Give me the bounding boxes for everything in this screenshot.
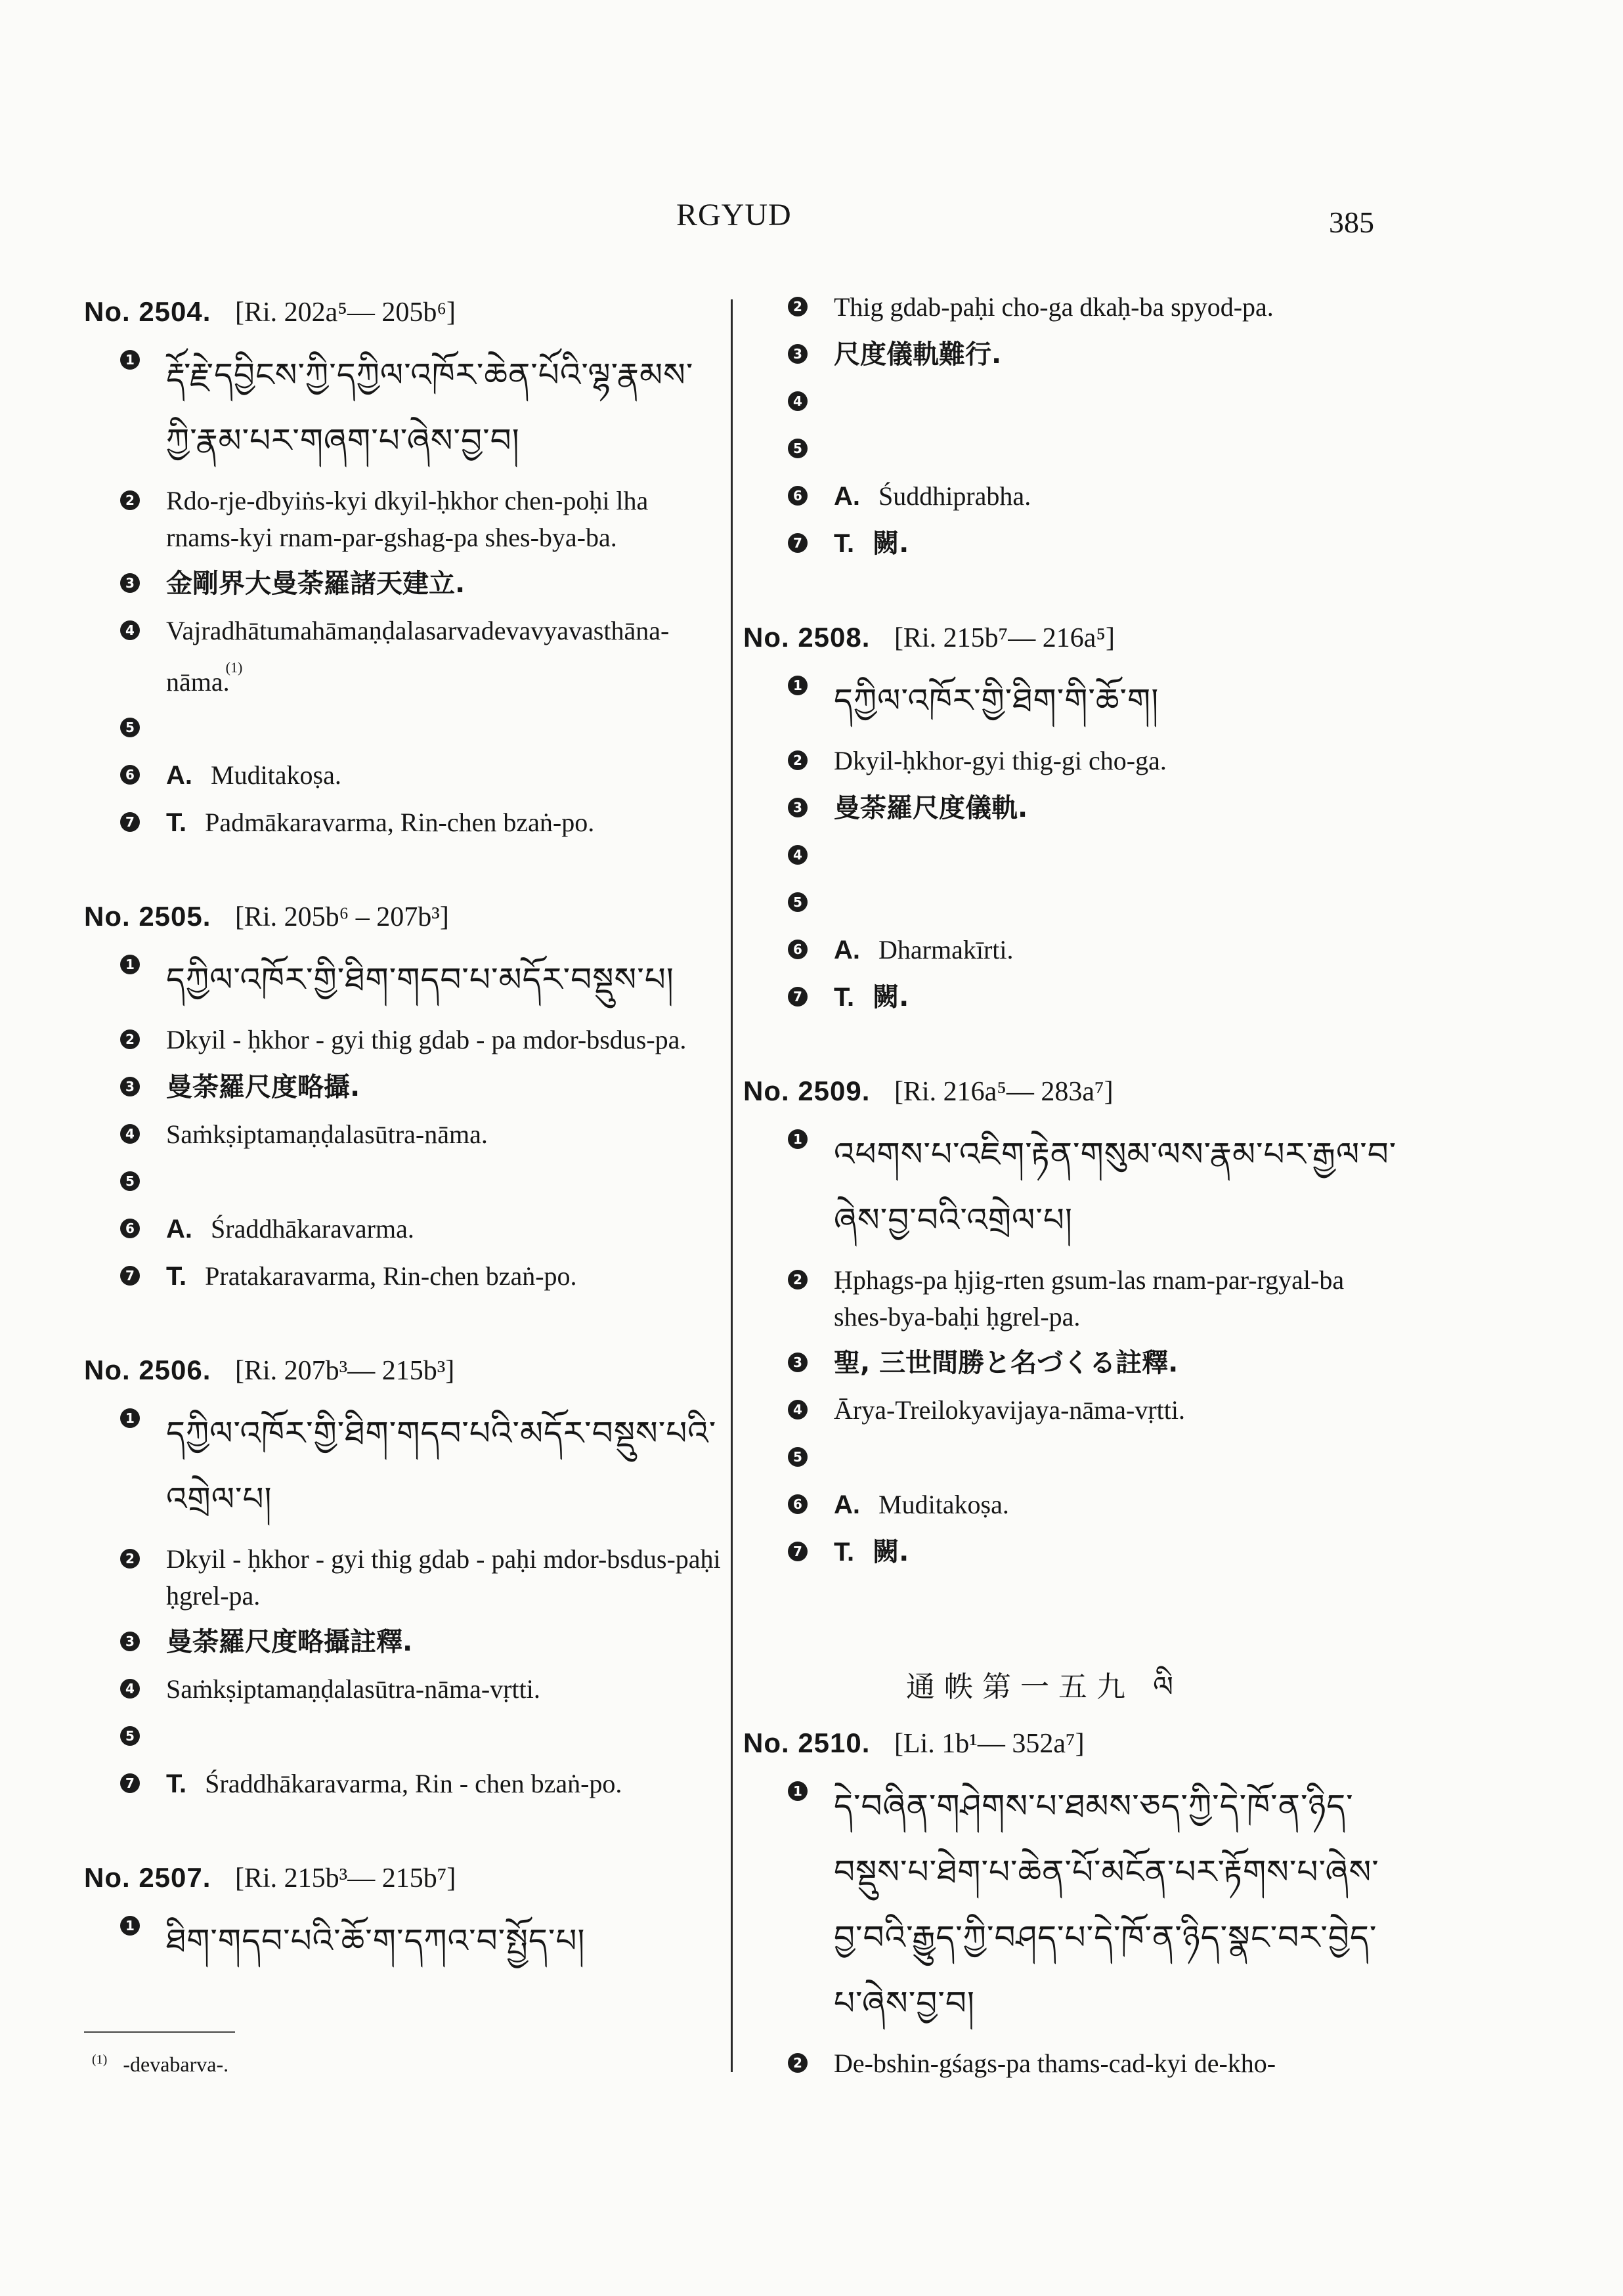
translator-label: T. bbox=[834, 529, 855, 558]
field-chinese-title bbox=[120, 565, 722, 603]
transliteration: Dkyil - ḥkhor - gyi thig gdab - paḥi mdor-bsdus-paḥi ḥgrel-pa. bbox=[166, 1544, 721, 1611]
tibetan-title: དཀྱིལ་འཁོར་གྱི་ཐིག་གདབ་པའི་མདོར་བསྡུས་པའི་འགྲེལ་པ། bbox=[166, 1414, 717, 1518]
field-marker-7: 7 bbox=[120, 812, 140, 832]
catalog-entry-2508 bbox=[743, 615, 1400, 1017]
field-marker-4: 4 bbox=[120, 1679, 140, 1699]
translator-label: T. bbox=[166, 1262, 187, 1291]
field-empty bbox=[788, 383, 1400, 422]
right-column bbox=[743, 289, 1400, 1623]
tibetan-title: དེ་བཞིན་གཤེགས་པ་ཐམས་ཅད་ཀྱི་དེ་ཁོ་ན་ཉིད་བསྡུས་པ་ཐེག་པ་ཆེན་པོ་མངོན་པར་རྟོགས་པ་ཞེས་བྱ་བའི་རྒྱུད་ཀྱི་བཤད་པ་དེ་ཁོ་ན་ཉིད་སྣང་བར་བྱེད་པ་ཞེས་བྱ་བ། bbox=[834, 1787, 1379, 2022]
sanskrit-title: Ārya-Treilokyavijaya-nāma-vṛtti. bbox=[834, 1395, 1186, 1425]
field-tibetan-title bbox=[120, 1400, 722, 1532]
field-empty bbox=[788, 884, 1400, 922]
field-marker-3: 3 bbox=[788, 798, 808, 817]
translator-name: Pratakaravarma, Rin-chen bzaṅ-po. bbox=[205, 1261, 577, 1291]
catalog-entry-2509 bbox=[743, 1068, 1400, 1572]
field-empty bbox=[788, 1439, 1400, 1477]
field-marker-7: 7 bbox=[788, 533, 808, 553]
folio-reference: [Ri. 216a⁵— 283a⁷] bbox=[894, 1077, 1114, 1107]
chinese-title: 聖, 三世間勝と名づくる註釋. bbox=[834, 1348, 1179, 1378]
field-empty bbox=[788, 837, 1400, 875]
field-translator bbox=[788, 1534, 1400, 1572]
field-marker-7: 7 bbox=[788, 1542, 808, 1561]
author-label: A. bbox=[834, 936, 860, 964]
field-marker-1: 1 bbox=[788, 676, 808, 695]
field-tibetan-title bbox=[788, 668, 1400, 733]
field-marker-2: 2 bbox=[788, 2053, 808, 2073]
field-author bbox=[120, 1211, 722, 1249]
transliteration: Dkyil - ḥkhor - gyi thig gdab - pa mdor-bsdus-pa. bbox=[166, 1025, 687, 1054]
folio-reference: [Ri. 202a⁵— 205b⁶] bbox=[234, 297, 456, 328]
field-chinese-title bbox=[120, 1069, 722, 1107]
field-empty bbox=[120, 1163, 722, 1202]
translator-name: 闕. bbox=[873, 1537, 909, 1567]
entry-number: No. 2507. bbox=[84, 1862, 211, 1893]
field-marker-4: 4 bbox=[120, 620, 140, 640]
translator-name: Śraddhākaravarma, Rin - chen bzaṅ-po. bbox=[205, 1769, 622, 1798]
catalog-entry-2505 bbox=[84, 894, 722, 1296]
field-marker-4: 4 bbox=[120, 1124, 140, 1144]
author-name: Śuddhiprabha. bbox=[878, 481, 1031, 511]
field-transliteration bbox=[788, 289, 1400, 327]
field-translator bbox=[120, 804, 722, 842]
field-marker-5: 5 bbox=[788, 1447, 808, 1467]
field-transliteration bbox=[788, 743, 1400, 781]
left-column bbox=[84, 289, 722, 2025]
field-transliteration bbox=[120, 1541, 722, 1614]
translator-label: T. bbox=[834, 1538, 855, 1567]
field-translator bbox=[788, 979, 1400, 1017]
chinese-title: 尺度儀軌難行. bbox=[834, 339, 1002, 370]
field-author bbox=[120, 757, 722, 795]
field-transliteration bbox=[120, 1022, 722, 1060]
tibetan-title: འཕགས་པ་འཇིག་རྟེན་གསུམ་ལས་རྣམ་པར་རྒྱལ་བ་ཞེས་བྱ་བའི་འགྲེལ་པ། bbox=[834, 1135, 1397, 1239]
page-number: 385 bbox=[1329, 206, 1374, 239]
field-marker-6: 6 bbox=[788, 940, 808, 959]
volume-section-heading: 通帙第一五九 ལི bbox=[906, 1670, 1183, 1704]
field-sanskrit-title bbox=[120, 1671, 722, 1709]
field-transliteration bbox=[120, 483, 722, 556]
catalog-entry-2510 bbox=[743, 1720, 1400, 2092]
field-marker-6: 6 bbox=[788, 486, 808, 506]
field-marker-3: 3 bbox=[120, 1077, 140, 1096]
field-author bbox=[788, 1486, 1400, 1525]
translator-label: T. bbox=[166, 808, 187, 837]
folio-reference: [Li. 1b¹— 352a⁷] bbox=[894, 1729, 1085, 1759]
field-marker-3: 3 bbox=[120, 573, 140, 593]
tibetan-title: དཀྱིལ་འཁོར་གྱི་ཐིག་གི་ཆོ་ག། bbox=[834, 682, 1159, 720]
folio-reference: [Ri. 215b³— 215b⁷] bbox=[234, 1863, 456, 1894]
field-marker-1: 1 bbox=[788, 1781, 808, 1801]
field-sanskrit-title bbox=[120, 1116, 722, 1154]
chinese-title: 金剛界大曼荼羅諸天建立. bbox=[166, 569, 465, 599]
field-marker-2: 2 bbox=[788, 1270, 808, 1289]
folio-reference: [Ri. 207b³— 215b³] bbox=[234, 1356, 455, 1386]
entry-number: No. 2509. bbox=[743, 1075, 871, 1106]
field-marker-1: 1 bbox=[788, 1129, 808, 1149]
field-marker-1: 1 bbox=[120, 1916, 140, 1936]
field-tibetan-title bbox=[788, 1773, 1400, 2036]
translator-name: 闕. bbox=[873, 529, 909, 559]
field-translator bbox=[788, 525, 1400, 563]
entry-heading bbox=[84, 1855, 722, 1901]
field-chinese-title bbox=[120, 1624, 722, 1662]
column-divider bbox=[731, 299, 733, 2072]
field-author bbox=[788, 478, 1400, 516]
entry-number: No. 2506. bbox=[84, 1354, 211, 1385]
field-marker-2: 2 bbox=[120, 1029, 140, 1049]
field-marker-7: 7 bbox=[120, 1266, 140, 1286]
field-marker-1: 1 bbox=[120, 1408, 140, 1428]
field-translator bbox=[120, 1258, 722, 1296]
field-tibetan-title bbox=[788, 1121, 1400, 1253]
field-empty bbox=[120, 1718, 722, 1756]
field-marker-5: 5 bbox=[788, 439, 808, 458]
entry-number: No. 2508. bbox=[743, 622, 871, 653]
field-marker-3: 3 bbox=[120, 1632, 140, 1651]
field-sanskrit-title bbox=[788, 1392, 1400, 1430]
field-tibetan-title bbox=[120, 947, 722, 1012]
field-chinese-title bbox=[788, 790, 1400, 828]
entry-heading bbox=[84, 1347, 722, 1394]
field-marker-2: 2 bbox=[120, 490, 140, 510]
footnote-text: -devabarva-. bbox=[123, 2052, 229, 2076]
field-marker-5: 5 bbox=[120, 1171, 140, 1191]
field-tibetan-title bbox=[120, 1908, 722, 1974]
field-marker-3: 3 bbox=[788, 1353, 808, 1372]
field-chinese-title bbox=[788, 336, 1400, 374]
field-marker-6: 6 bbox=[788, 1494, 808, 1514]
author-name: Śraddhākaravarma. bbox=[211, 1214, 414, 1244]
sanskrit-title: Saṁkṣiptamaṇḍalasūtra-nāma-vṛtti. bbox=[166, 1674, 540, 1704]
footnote-mark: (1) bbox=[92, 2052, 108, 2068]
field-marker-4: 4 bbox=[788, 391, 808, 411]
author-name: Dharmakīrti. bbox=[878, 935, 1014, 964]
chinese-title: 曼荼羅尺度略攝. bbox=[166, 1072, 360, 1102]
field-empty bbox=[788, 431, 1400, 469]
field-marker-5: 5 bbox=[120, 718, 140, 737]
catalog-entry-2506 bbox=[84, 1347, 722, 1804]
running-title: RGYUD bbox=[676, 198, 792, 232]
sanskrit-title: Vajradhātumahāmaṇḍalasarvadevavyavasthāna-nāma. bbox=[166, 616, 670, 697]
author-name: Muditakoṣa. bbox=[211, 760, 341, 790]
entry-heading bbox=[743, 1068, 1400, 1115]
translator-label: T. bbox=[166, 1769, 187, 1798]
field-marker-7: 7 bbox=[120, 1773, 140, 1793]
entry-heading bbox=[743, 615, 1400, 661]
field-chinese-title bbox=[788, 1345, 1400, 1383]
author-label: A. bbox=[834, 482, 860, 511]
chinese-title: 曼荼羅尺度儀軌. bbox=[834, 793, 1028, 823]
field-marker-4: 4 bbox=[788, 1400, 808, 1419]
footnote-rule bbox=[84, 2031, 235, 2033]
field-author bbox=[788, 932, 1400, 970]
catalog-entry-2507 bbox=[84, 1855, 722, 1974]
chinese-title: 曼荼羅尺度略攝註釋. bbox=[166, 1627, 413, 1657]
field-empty bbox=[120, 710, 722, 748]
catalog-entry-2507-continued bbox=[743, 289, 1400, 563]
author-label: A. bbox=[166, 1215, 192, 1244]
transliteration: Rdo-rje-dbyiṅs-kyi dkyil-ḥkhor chen-poḥi lha rnams-kyi rnam-par-gshag-pa shes-bya-ba. bbox=[166, 486, 649, 552]
entry-number: No. 2505. bbox=[84, 901, 211, 932]
tibetan-title: དཀྱིལ་འཁོར་གྱི་ཐིག་གདབ་པ་མདོར་བསྡུས་པ། bbox=[166, 961, 674, 999]
field-transliteration bbox=[788, 2045, 1400, 2083]
entry-number: No. 2510. bbox=[743, 1727, 871, 1758]
entry-heading bbox=[743, 1720, 1400, 1767]
footnote bbox=[92, 2052, 228, 2077]
field-marker-2: 2 bbox=[120, 1549, 140, 1569]
transliteration: Thig gdab-paḥi cho-ga dkaḥ-ba spyod-pa. bbox=[834, 292, 1274, 322]
field-marker-5: 5 bbox=[788, 892, 808, 912]
field-tibetan-title bbox=[120, 342, 722, 473]
entry-heading bbox=[84, 894, 722, 940]
translator-label: T. bbox=[834, 983, 855, 1012]
translator-name: 闕. bbox=[873, 982, 909, 1012]
field-marker-2: 2 bbox=[788, 297, 808, 316]
field-transliteration bbox=[788, 1262, 1400, 1335]
catalog-entry-2504 bbox=[84, 289, 722, 842]
field-marker-3: 3 bbox=[788, 344, 808, 364]
field-marker-2: 2 bbox=[788, 750, 808, 770]
author-label: A. bbox=[834, 1490, 860, 1519]
transliteration: De-bshin-gśags-pa thams-cad-kyi de-kho- bbox=[834, 2048, 1276, 2078]
author-name: Muditakoṣa. bbox=[878, 1490, 1009, 1519]
field-marker-1: 1 bbox=[120, 350, 140, 370]
sanskrit-title: Saṁkṣiptamaṇḍalasūtra-nāma. bbox=[166, 1119, 488, 1149]
field-marker-4: 4 bbox=[788, 845, 808, 865]
field-marker-1: 1 bbox=[120, 955, 140, 974]
field-sanskrit-title bbox=[120, 613, 722, 701]
folio-reference: [Ri. 205b⁶ – 207b³] bbox=[234, 902, 449, 932]
field-marker-6: 6 bbox=[120, 1219, 140, 1238]
author-label: A. bbox=[166, 761, 192, 790]
tibetan-title: ཐིག་གདབ་པའི་ཆོ་ག་དཀའ་བ་སྤྱོད་པ། bbox=[166, 1922, 586, 1960]
transliteration: Ḥphags-pa ḥjig-rten gsum-las rnam-par-rgyal-ba shes-bya-baḥi ḥgrel-pa. bbox=[834, 1265, 1345, 1332]
tibetan-title: རྡོ་རྗེ་དབྱིངས་ཀྱི་དཀྱིལ་འཁོར་ཆེན་པོའི་ལྷ་རྣམས་ཀྱི་རྣམ་པར་གཞག་པ་ཞེས་བྱ་བ། bbox=[166, 356, 694, 460]
field-marker-6: 6 bbox=[120, 765, 140, 785]
field-marker-7: 7 bbox=[788, 987, 808, 1007]
entry-heading bbox=[84, 289, 722, 336]
folio-reference: [Ri. 215b⁷— 216a⁵] bbox=[894, 623, 1115, 653]
transliteration: Dkyil-ḥkhor-gyi thig-gi cho-ga. bbox=[834, 746, 1167, 775]
entry-number: No. 2504. bbox=[84, 296, 211, 327]
translator-name: Padmākaravarma, Rin-chen bzaṅ-po. bbox=[205, 808, 595, 837]
field-translator bbox=[120, 1765, 722, 1804]
footnote-mark: (1) bbox=[225, 659, 243, 676]
field-marker-5: 5 bbox=[120, 1726, 140, 1746]
